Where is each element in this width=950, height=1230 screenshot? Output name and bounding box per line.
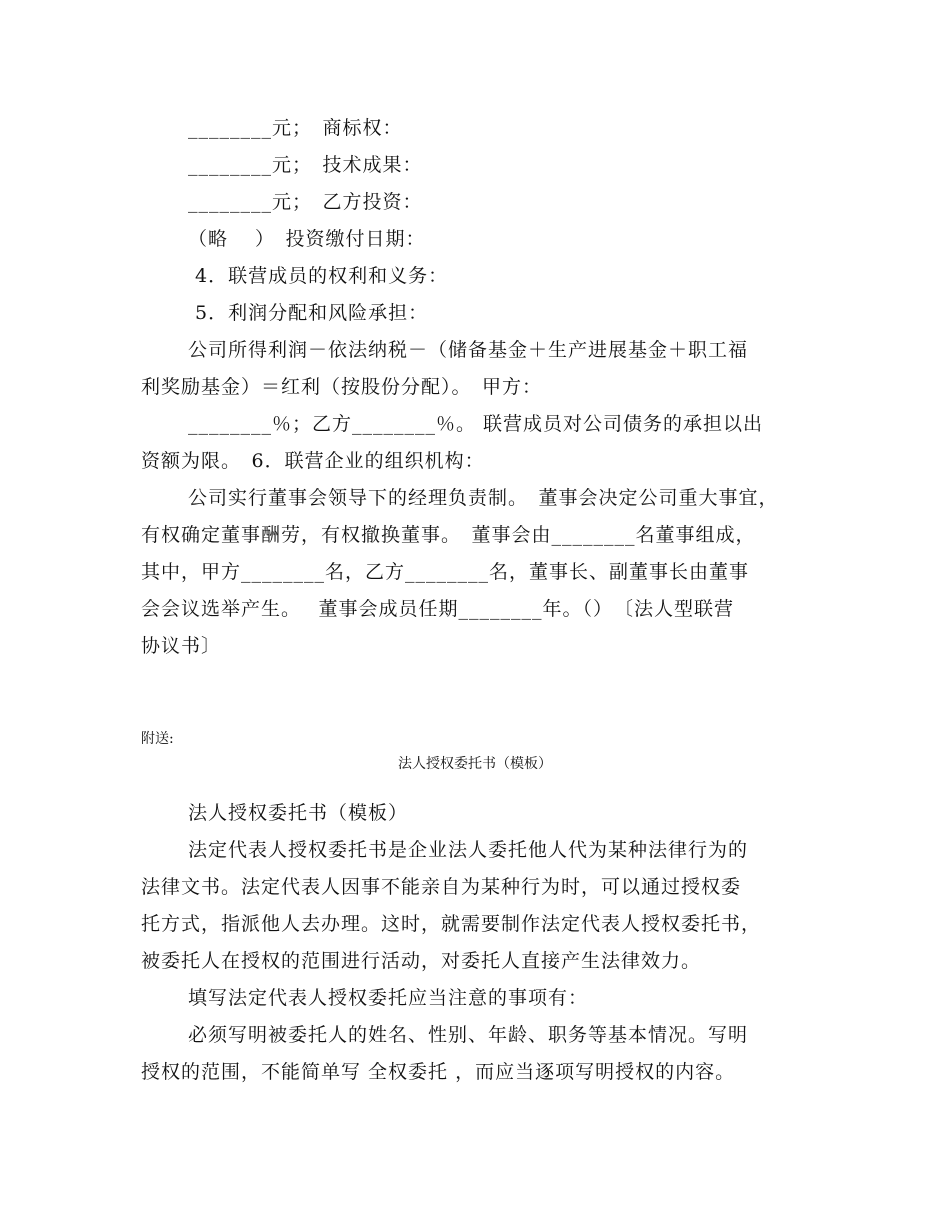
text-line: 法人授权委托书（模板） — [188, 802, 409, 824]
text-line: 必须写明被委托人的姓名、性别、年龄、职务等基本情况。写明 — [188, 1024, 749, 1046]
text-line: 法定代表人授权委托书是企业法人委托他人代为某种法律行为的 — [188, 839, 749, 861]
text-line: ________元； 商标权： — [188, 117, 403, 139]
text-line: 填写法定代表人授权委托应当注意的事项有： — [188, 987, 589, 1009]
text-line: 资额为限。 6．联营企业的组织机构： — [141, 450, 485, 472]
text-line: 会会议选举产生。 董事会成员任期________年。（） 〔法人型联营 — [141, 598, 735, 620]
text-line: ________％；乙方________％。 联营成员对公司债务的承担以出 — [188, 413, 764, 435]
text-line: 公司所得利润－依法纳税－（储备基金＋生产进展基金＋职工福 — [188, 339, 749, 361]
text-line: 有权确定董事酬劳，有权撤换董事。 董事会由________名董事组成， — [141, 524, 756, 546]
text-line: 4．联营成员的权利和义务： — [188, 265, 449, 287]
appendix-label: 附送: — [141, 731, 174, 747]
appendix-title: 法人授权委托书（模板） — [398, 756, 552, 772]
text-line: 被委托人在授权的范围进行活动，对委托人直接产生法律效力。 — [141, 950, 702, 972]
text-line: 公司实行董事会领导下的经理负责制。 董事会决定公司重大事宜， — [188, 487, 779, 509]
text-line: 其中，甲方________名，乙方________名，董事长、副董事长由董事 — [141, 561, 750, 583]
text-line: ________元； 乙方投资： — [188, 191, 423, 213]
text-line: 5．利润分配和风险承担： — [188, 302, 429, 324]
text-line: 协议书〕 — [141, 635, 222, 657]
text-line: ________元； 技术成果： — [188, 154, 423, 176]
text-line: 授权的范围，不能简单写 全权委托 ，而应当逐项写明授权的内容。 — [141, 1061, 736, 1083]
text-line: 利奖励基金）＝红利（按股份分配）。 甲方： — [141, 376, 543, 398]
text-line: 法律文书。法定代表人因事不能亲自为某种行为时，可以通过授权委 — [141, 876, 742, 898]
text-line: （略 ） 投资缴付日期： — [188, 228, 426, 250]
text-line: 托方式，指派他人去办理。这时，就需要制作法定代表人授权委托书， — [141, 913, 762, 935]
